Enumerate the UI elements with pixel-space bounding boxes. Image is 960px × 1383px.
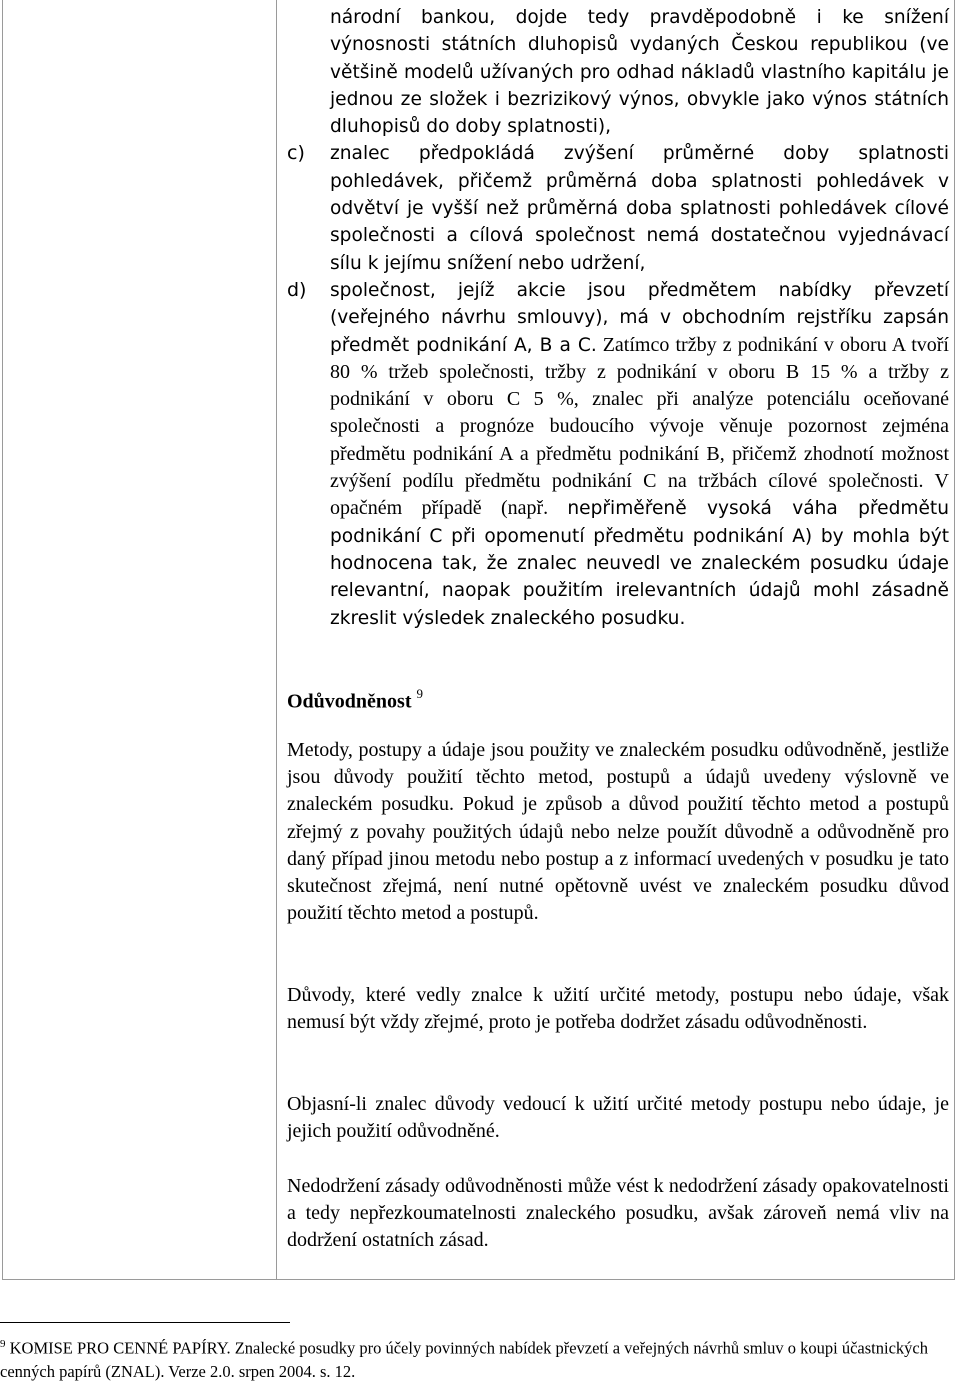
text-run: Zatímco tržby z podnikání v oboru A tvoří 80 % tržeb společnosti, tržby z podnikání v oboru B 15 % a tržby z podnikání v oboru C 5 %, znalec při analýze potenciálu oceňované společnosti a prognóze budoucího vývoje věnuje pozornost zejména předmětu podnikání A a předmětu podnikání B, přičemž zhodnotí možnost zvýšení podílu předmětu podnikání C na tržbách cílové společnosti. V opačném případě (např. <box>330 333 949 520</box>
list-item-c <box>287 140 949 276</box>
list-marker: c) <box>287 142 305 165</box>
list-item-text: znalec předpokládá zvýšení průměrné doby splatnosti pohledávek, přičemž průměrná doba splatnosti pohledávek v odvětví je vyšší než průměrná doba splatnosti pohledávek cílové společnosti a cílová společnost nemá dostatečnou vyjednávací sílu k jejímu snížení nebo udržení, <box>330 143 949 274</box>
section-heading-text: Odůvodněnost <box>287 690 412 713</box>
section-heading <box>287 682 423 716</box>
paragraph: Objasní-li znalec důvody vedoucí k užití určité metody postupu nebo údaje, je jejich použití odůvodněné. <box>287 1093 949 1143</box>
paragraph: Metody, postupy a údaje jsou použity ve znaleckém posudku odůvodněně, jestliže jsou důvody použití těchto metod, postupů a údajů uvedeny výslovně ve znaleckém posudku. Pokud je způsob a důvod použití těchto metod a postupů zřejmý z povahy použitých údajů nebo nelze použít důvodně a odůvodněně pro daný případ jinou metodu nebo postup a z informací uvedených v posudku je tato skutečnost zřejmá, není nutné opětovně uvést ve znaleckém posudku důvod použití těchto metod a postupů. <box>287 739 949 925</box>
criteria-list <box>287 4 949 632</box>
text-run: nepřiměřeně vysoká váha předmětu podnikání C při opomenutí předmětu podnikání A) by mohla být hodnocena tak, že znalec neuvedl ve znaleckém posudku údaje relevantní, naopak použitím irelevantních údajů mohl zásadně zkreslit výsledek znaleckého posudku. <box>330 498 950 629</box>
text-run: společnost, jejíž akcie jsou předmětem nabídky převzetí (veřejného návrhu smlouvy), má v obchodním rejstříku zapsán předmět podnikání A, B a C. <box>330 279 949 356</box>
footnote-number: 9 <box>0 1338 6 1350</box>
list-item-d <box>287 277 949 632</box>
paragraph: Důvody, které vedly znalce k užití určité metody, postupu nebo údaje, však nemusí být vždy zřejmé, proto je potřeba dodržet zásadu odůvodněnosti. <box>287 984 949 1034</box>
list-item-text: národní bankou, dojde tedy pravděpodobně i ke snížení výnosnosti státních dluhopisů vydaných Českou republikou (ve většině modelů užívaných pro odhad nákladů vlastního kapitálu je jednou ze složek i bezrizikový výnos, obvykle jako výnos státních dluhopisů do doby splatnosti), <box>330 7 949 138</box>
paragraph: Nedodržení zásady odůvodněnosti může vést k nedodržení zásady opakovatelnosti a tedy nepřezkoumatelnosti znaleckého posudku, avšak zároveň nemá vliv na dodržení ostatních zásad. <box>287 1175 949 1252</box>
list-marker: d) <box>287 278 307 301</box>
footnote <box>0 1333 930 1383</box>
list-item-continuation <box>287 4 949 140</box>
footnote-text: KOMISE PRO CENNÉ PAPÍRY. Znalecké posudky pro účely povinných nabídek převzetí a veřejných návrhů smluv o koupi účastnických cenných papírů (ZNAL). Verze 2.0. srpen 2004. s. 12. <box>0 1338 928 1381</box>
footnote-separator <box>0 1322 290 1323</box>
list-item-text <box>330 277 949 632</box>
footnote-reference[interactable]: 9 <box>416 686 423 701</box>
column-divider <box>276 0 277 1280</box>
